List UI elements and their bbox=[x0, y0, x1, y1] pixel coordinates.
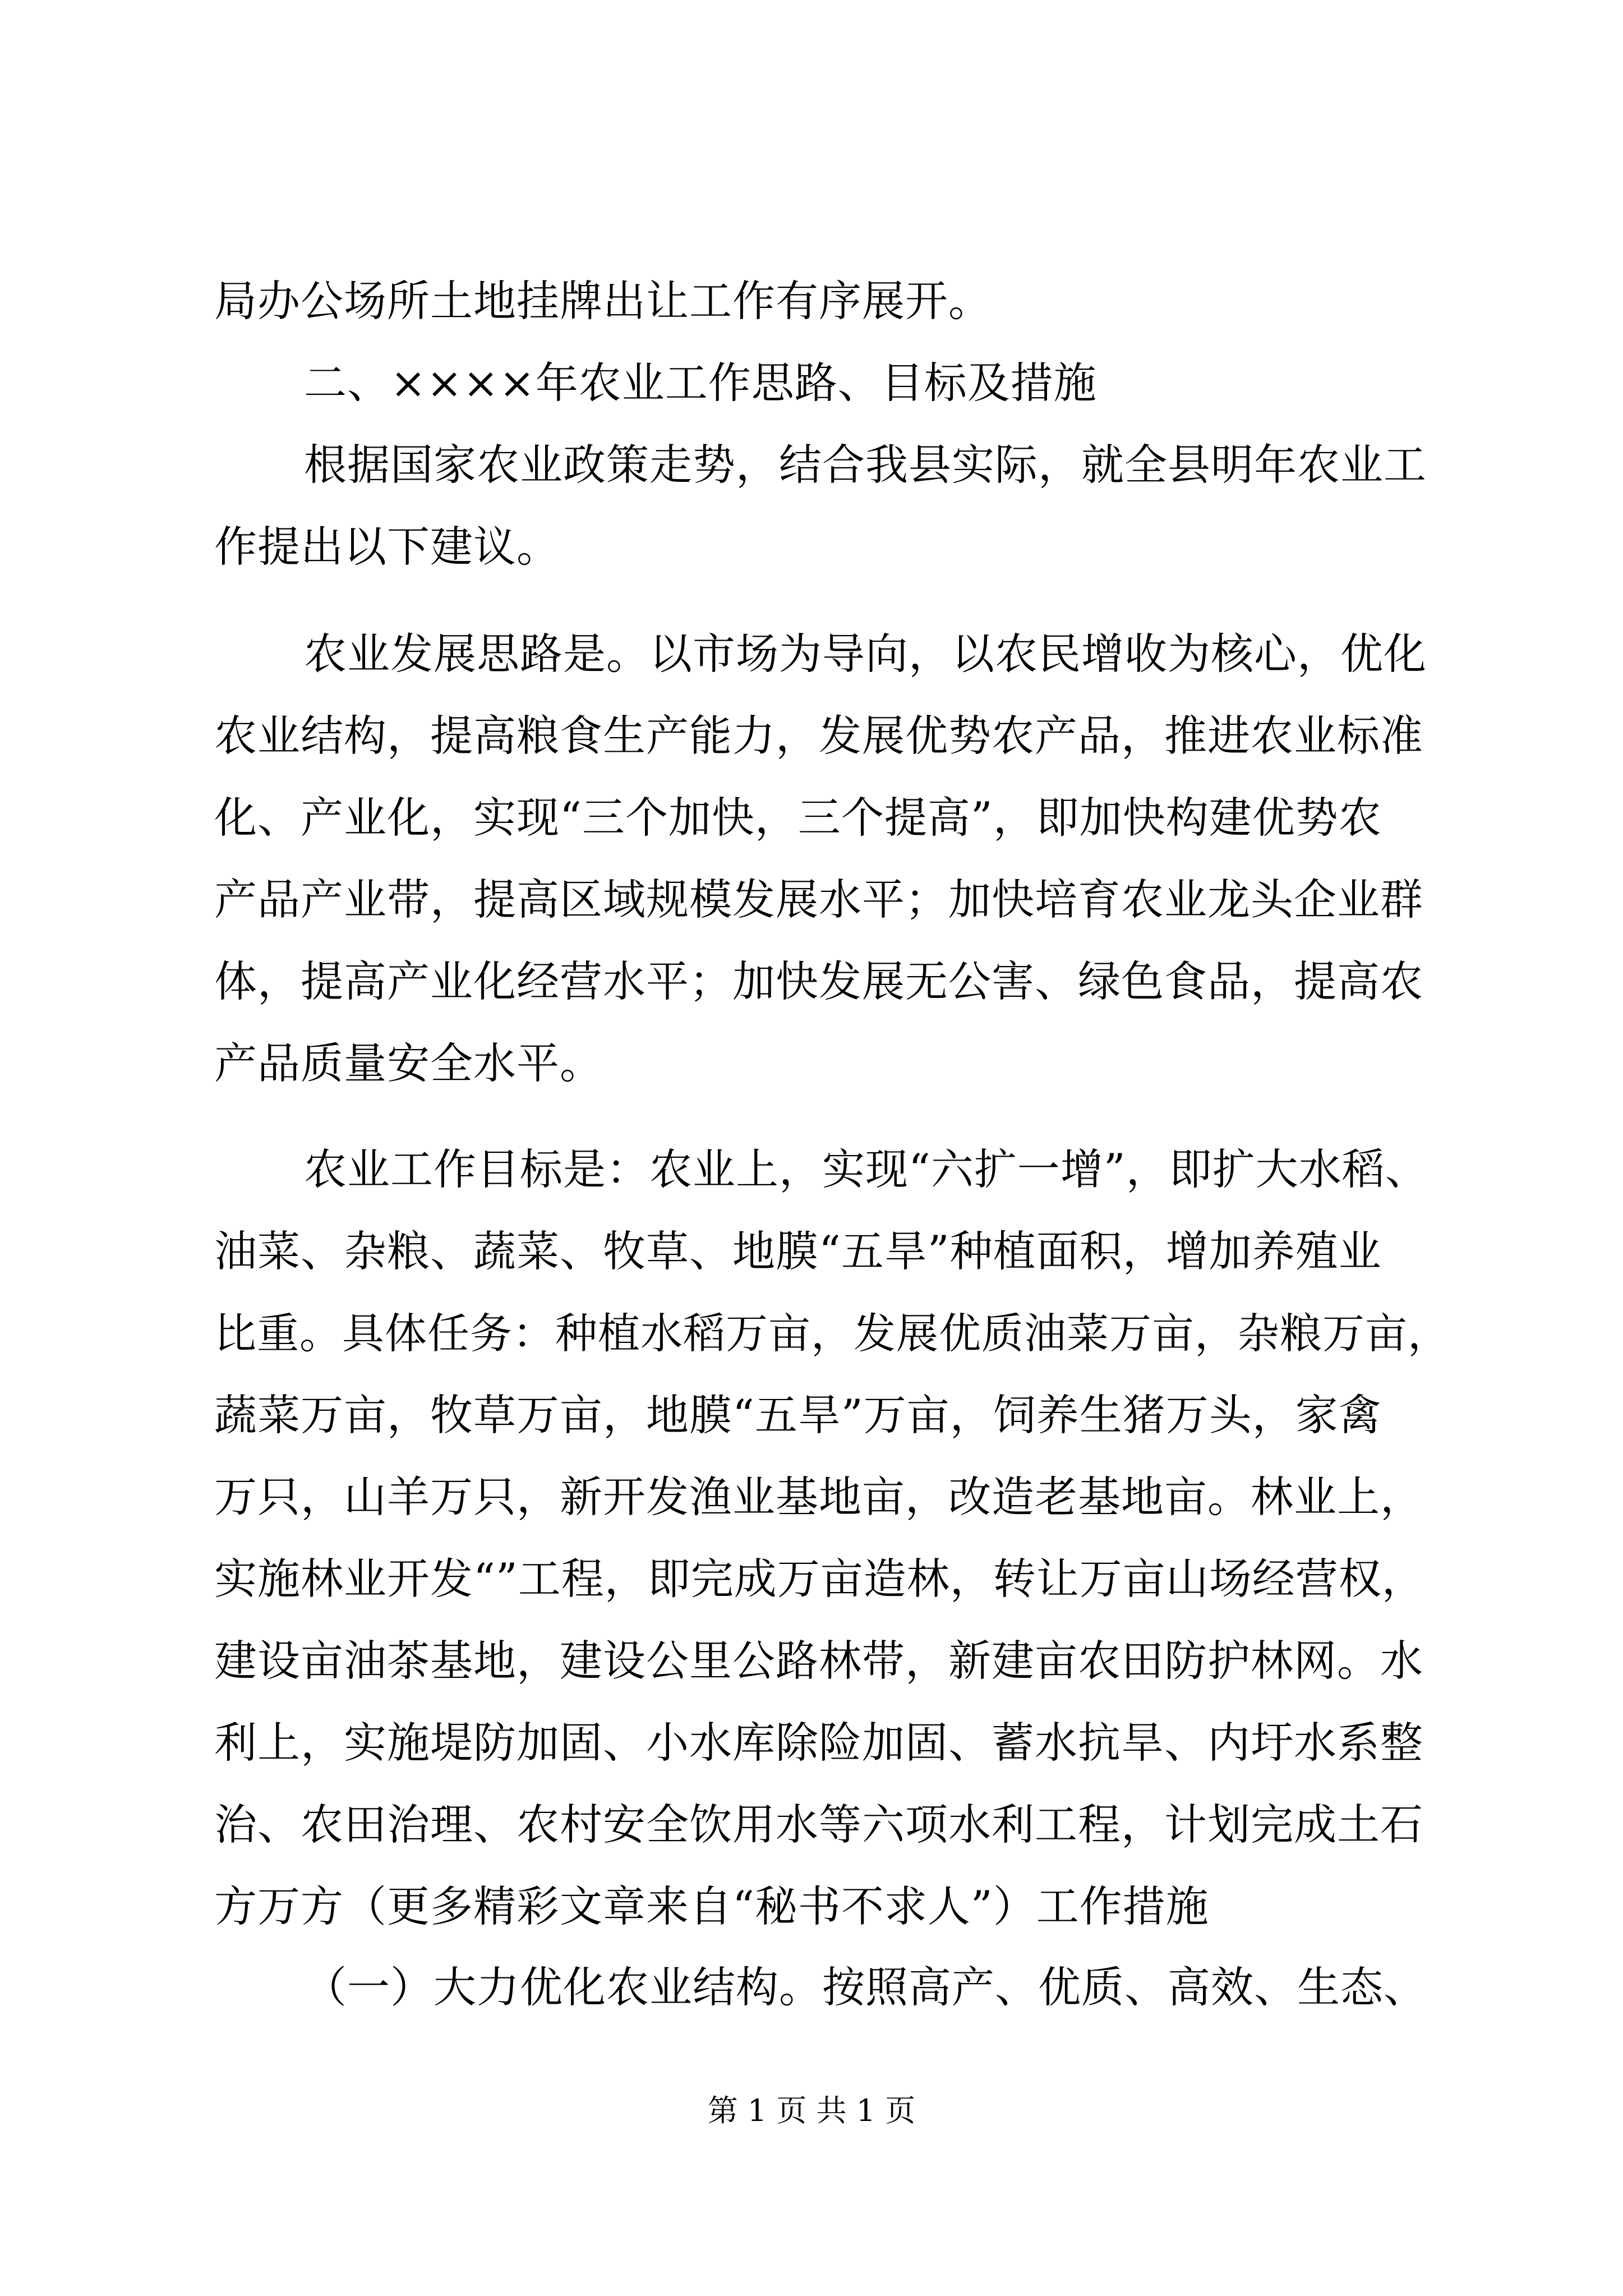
page-footer: 第 1 页 共 1 页 bbox=[707, 2093, 916, 2128]
text-line: 化、产业化，实现“三个加快，三个提高”，即加快构建优势农 bbox=[214, 793, 1382, 843]
text-line: 作提出以下建议。 bbox=[214, 522, 560, 572]
section-heading: 二、××××年农业工作思路、目标及措施 bbox=[304, 358, 1097, 408]
text-line: 蔬菜万亩，牧草万亩，地膜“五旱”万亩，饲养生猪万头，家禽 bbox=[214, 1390, 1382, 1440]
text-line: 体，提高产业化经营水平；加快发展无公害、绿色食品，提高农 bbox=[214, 956, 1423, 1006]
text-line: 实施林业开发“”工程，即完成万亩造林，转让万亩山场经营权， bbox=[214, 1554, 1425, 1604]
text-line: 治、农田治理、农村安全饮用水等六项水利工程，计划完成土石 bbox=[214, 1800, 1423, 1849]
text-line: 产品质量安全水平。 bbox=[214, 1038, 603, 1088]
text-line: 农业结构，提高粮食生产能力，发展优势农产品，推进农业标准 bbox=[214, 711, 1423, 761]
text-line: 农业工作目标是：农业上，实现“六扩一增”，即扩大水稻、 bbox=[304, 1144, 1428, 1194]
text-line: 万只，山羊万只，新开发渔业基地亩，改造老基地亩。林业上， bbox=[214, 1472, 1423, 1522]
text-line: 产品产业带，提高区域规模发展水平；加快培育农业龙头企业群 bbox=[214, 875, 1423, 924]
text-line: （一）大力优化农业结构。按照高产、优质、高效、生态、 bbox=[304, 1962, 1427, 2012]
text-line: 农业发展思路是。以市场为导向，以农民增收为核心，优化 bbox=[304, 629, 1427, 679]
text-line: 建设亩油茶基地，建设公里公路林带，新建亩农田防护林网。水 bbox=[214, 1636, 1423, 1686]
text-line: 根据国家农业政策走势，结合我县实际，就全县明年农业工 bbox=[304, 440, 1427, 490]
text-line: 比重。具体任务：种植水稻万亩，发展优质油菜万亩，杂粮万亩， bbox=[214, 1309, 1451, 1358]
text-line: 方万方（更多精彩文章来自“秘书不求人”）工作措施 bbox=[214, 1881, 1209, 1931]
text-line: 利上，实施堤防加固、小水库除险加固、蓄水抗旱、内圩水系整 bbox=[214, 1718, 1423, 1768]
text-line: 油菜、杂粮、蔬菜、牧草、地膜“五旱”种植面积，增加养殖业 bbox=[214, 1226, 1382, 1276]
text-line: 局办公场所土地挂牌出让工作有序展开。 bbox=[214, 276, 992, 326]
